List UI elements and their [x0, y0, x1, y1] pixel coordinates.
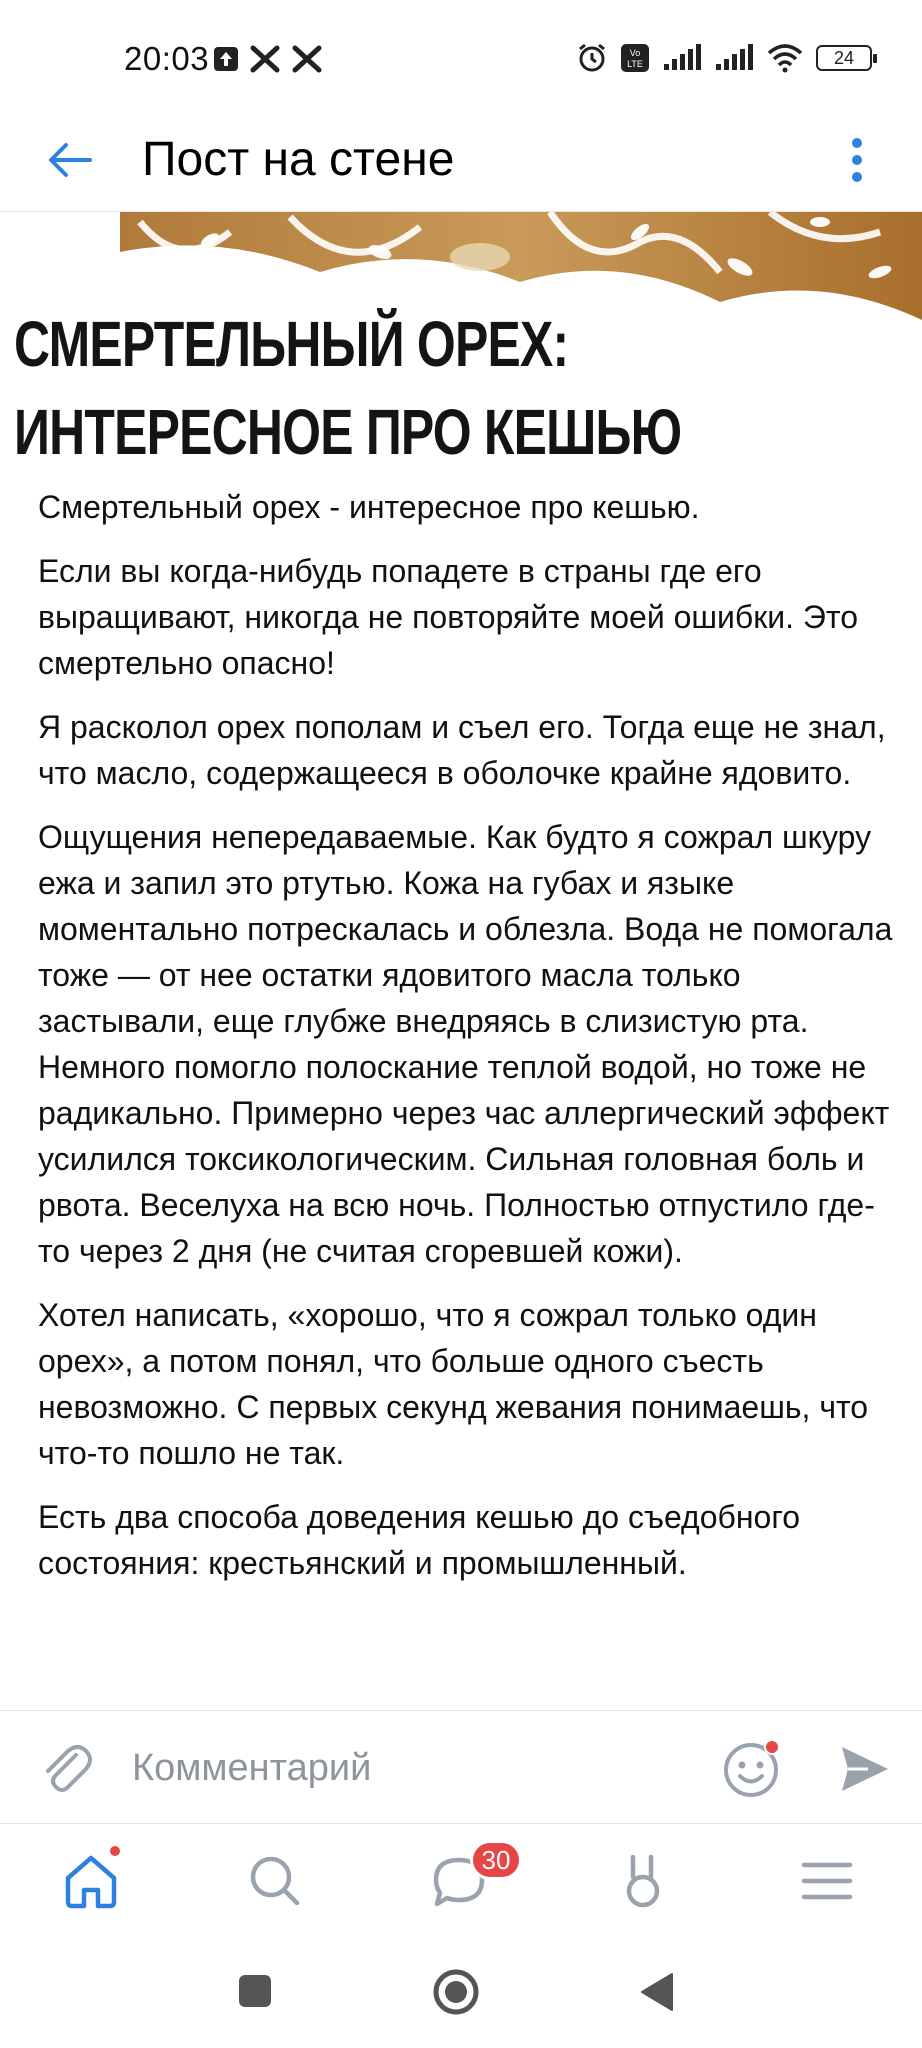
- post-paragraph-1: Смертельный орех - интересное про кешью.: [38, 489, 700, 525]
- svg-text:Vo: Vo: [629, 48, 641, 58]
- post-headline: [14, 300, 681, 476]
- smile-icon: [722, 1737, 784, 1799]
- arrow-left-icon: [46, 140, 94, 180]
- status-time: 20:03: [124, 40, 210, 77]
- post-content[interactable]: [0, 212, 922, 1710]
- headline-line-2: ИНТЕРЕСНОЕ ПРО КЕШЬЮ: [14, 396, 682, 468]
- post-paragraph-3: Я расколол орех пополам и съел его. Тогда еще не знал, что масло, содержащееся в оболочке крайне ядовито.: [38, 709, 886, 791]
- back-system-button[interactable]: [640, 1972, 674, 2012]
- clips-icon: [615, 1851, 671, 1911]
- back-button[interactable]: [40, 130, 100, 190]
- signal-icon: [662, 44, 702, 72]
- triangle-back-icon: [640, 1972, 674, 2012]
- post-paragraph-5: Хотел написать, «хорошо, что я сожрал только один орех», а потом понял, что больше одного съесть невозможно. С первых секунд жевания понимаешь, что что-то пошло не так.: [38, 1297, 869, 1471]
- more-vertical-icon: [850, 137, 864, 183]
- post-body: [38, 484, 898, 1604]
- home-notification-dot: [108, 1844, 122, 1858]
- messages-badge: 30: [470, 1840, 522, 1880]
- attach-button[interactable]: [36, 1739, 96, 1799]
- svg-text:LTE: LTE: [627, 59, 643, 69]
- headline-line-1: СМЕРТЕЛЬНЫЙ ОРЕХ:: [14, 308, 569, 380]
- send-button[interactable]: [836, 1741, 892, 1797]
- upload-notification-icon: [213, 46, 239, 72]
- volte-icon: [620, 43, 650, 73]
- recent-apps-button[interactable]: [238, 1974, 272, 2008]
- alarm-icon: [576, 42, 608, 74]
- app-header: [0, 110, 922, 212]
- comment-bar: [0, 1710, 922, 1824]
- tool-notification-icon-2: [291, 44, 323, 74]
- status-left-icons: [213, 44, 323, 74]
- square-icon: [238, 1974, 272, 2008]
- post-paragraph-2: Если вы когда-нибудь попадете в страны где его выращивают, никогда не повторяйте моей ошибки. Это смертельно опасно!: [38, 553, 858, 681]
- bottom-navigation: [0, 1824, 922, 1936]
- signal-icon-2: [714, 44, 754, 72]
- comment-input[interactable]: [132, 1731, 692, 1805]
- more-options-button[interactable]: [832, 130, 882, 190]
- emoji-button[interactable]: [722, 1737, 784, 1799]
- status-bar: [0, 0, 922, 110]
- search-icon: [247, 1853, 303, 1909]
- post-paragraph-4: Ощущения непередаваемые. Как будто я сожрал шкуру ежа и запил это ртутью. Кожа на губах и языке моментально потрескалась и облезла. Вода не помогала тоже — от нее остатки ядовитого масла только застывали, еще глубже внедряясь в слизистую рта. Немного помогло полоскание теплой водой, но тоже не радикально. Примерно через час аллергический эффект усилился токсикологическим. Сильная головная боль и рвота. Веселуха на всю ночь. Полностью отпустило где-то через 2 дня (не считая сгоревшей кожи).: [38, 819, 893, 1269]
- tool-notification-icon: [249, 44, 281, 74]
- status-right-icons: [576, 42, 872, 74]
- battery-icon: 24: [816, 45, 872, 71]
- nav-menu[interactable]: [792, 1846, 862, 1916]
- send-icon: [836, 1741, 892, 1797]
- home-system-button[interactable]: [432, 1968, 480, 2016]
- home-icon: [62, 1852, 120, 1910]
- system-navigation-bar: [0, 1936, 922, 2048]
- nav-search[interactable]: [240, 1846, 310, 1916]
- paperclip-icon: [36, 1739, 96, 1799]
- wifi-icon: [766, 43, 804, 73]
- circle-home-icon: [432, 1968, 480, 2016]
- nav-clips[interactable]: [608, 1846, 678, 1916]
- nav-home[interactable]: [56, 1846, 126, 1916]
- page-title: Пост на стене: [142, 133, 455, 186]
- menu-icon: [801, 1860, 853, 1902]
- post-paragraph-6: Есть два способа доведения кешью до съедобного состояния: крестьянский и промышленный.: [38, 1499, 801, 1581]
